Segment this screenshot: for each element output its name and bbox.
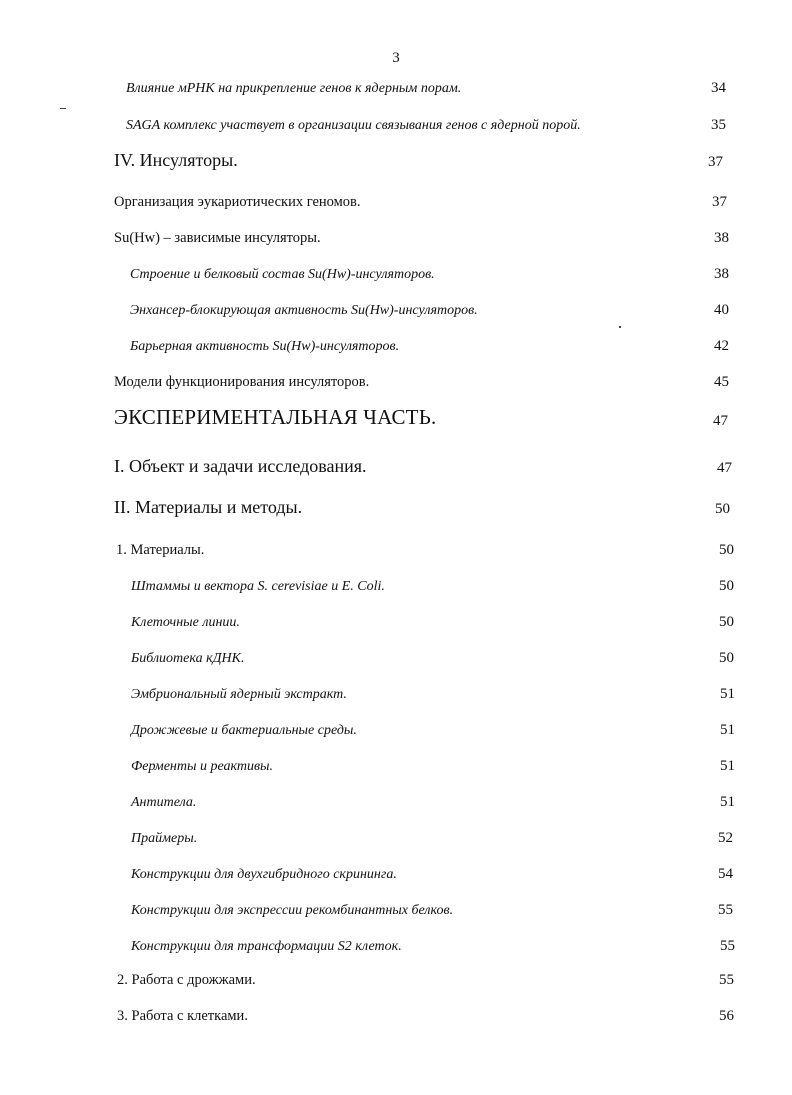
toc-entry-page: 52 <box>718 830 733 846</box>
toc-entry-title: 2. Работа с дрожжами. <box>117 972 256 988</box>
toc-entry-title: Модели функционирования инсуляторов. <box>114 374 370 390</box>
toc-entry-title: Энхансер-блокирующая активность Su(Hw)-инсуляторов. <box>130 303 478 318</box>
toc-entry-title: SAGA комплекс участвует в организации связывания генов с ядерной порой. <box>126 118 581 133</box>
toc-entry-title: Дрожжевые и бактериальные среды. <box>131 723 357 738</box>
toc-entry-title: Строение и белковый состав Su(Hw)-инсуляторов. <box>130 267 435 282</box>
toc-entry-title: Барьерная активность Su(Hw)-инсуляторов. <box>130 339 400 354</box>
toc-entry <box>0 1004 792 1028</box>
page-number: 3 <box>392 50 400 66</box>
toc-entry-page: 51 <box>720 794 735 810</box>
toc-entry <box>0 226 792 250</box>
toc-entry <box>0 190 792 214</box>
toc-entry <box>0 298 792 322</box>
toc-entry-page: 50 <box>719 542 734 558</box>
toc-entry-title: Антитела. <box>131 795 197 810</box>
toc-entry-title: Su(Hw) – зависимые инсуляторы. <box>114 230 321 246</box>
toc-entry-title: Влияние мРНК на прикрепление генов к ядерным порам. <box>126 81 462 96</box>
toc-entry <box>0 370 792 394</box>
toc-entry-page: 55 <box>719 972 734 988</box>
toc-entry <box>0 497 792 521</box>
toc-entry <box>0 646 792 670</box>
toc-entry-title: Библиотека кДНК. <box>131 651 245 666</box>
toc-entry-page: 42 <box>714 338 729 354</box>
toc-entry-page: 37 <box>708 154 723 170</box>
toc-entry-title: 1. Материалы. <box>116 542 205 558</box>
toc-entry-title: II. Материалы и методы. <box>114 497 303 517</box>
toc-entry-page: 50 <box>715 501 730 517</box>
scan-mark <box>60 108 66 109</box>
toc-entry-page: 50 <box>719 650 734 666</box>
toc-entry-page: 51 <box>720 722 735 738</box>
toc-entry <box>0 934 792 958</box>
toc-entry <box>0 574 792 598</box>
toc-entry-page: 51 <box>720 758 735 774</box>
toc-entry-title: Ферменты и реактивы. <box>131 759 274 774</box>
toc-entry-title: Клеточные линии. <box>131 615 240 630</box>
toc-entry-page: 50 <box>719 578 734 594</box>
toc-entry-page: 45 <box>714 374 729 390</box>
toc-entry-page: 55 <box>720 938 735 954</box>
toc-entry <box>0 862 792 886</box>
toc-entry <box>0 405 792 433</box>
scan-mark <box>619 326 621 328</box>
toc-entry-title: IV. Инсуляторы. <box>114 150 238 170</box>
toc-entry-page: 55 <box>718 902 733 918</box>
toc-entry-title: Организация эукариотических геномов. <box>114 194 361 210</box>
toc-entry-title: 3. Работа с клетками. <box>117 1008 248 1024</box>
toc-entry-title: Конструкции для экспрессии рекомбинантных белков. <box>131 903 454 918</box>
toc-entry-title: Праймеры. <box>131 831 198 846</box>
toc-entry-page: 35 <box>711 117 726 133</box>
toc-entry <box>0 113 792 137</box>
toc-entry <box>0 334 792 358</box>
toc-entry-title: ЭКСПЕРИМЕНТАЛЬНАЯ ЧАСТЬ. <box>114 405 437 429</box>
toc-entry-page: 47 <box>713 413 728 429</box>
toc-entry-title: Штаммы и вектора S. cerevisiae и E. Coli. <box>131 579 385 594</box>
toc-entry-page: 51 <box>720 686 735 702</box>
toc-entry <box>0 76 792 100</box>
toc-entry <box>0 610 792 634</box>
toc-entry-title: Конструкции для двухгибридного скрининга. <box>131 867 397 882</box>
toc-entry <box>0 968 792 992</box>
toc-entry <box>0 826 792 850</box>
toc-entry-page: 54 <box>718 866 733 882</box>
toc-entry-title: Эмбриональный ядерный экстракт. <box>131 687 347 702</box>
toc-entry <box>0 898 792 922</box>
toc-entry <box>0 754 792 778</box>
toc-entry <box>0 150 792 174</box>
toc-entry <box>0 790 792 814</box>
toc-entry <box>0 538 792 562</box>
toc-entry-page: 34 <box>711 80 726 96</box>
toc-entry-page: 56 <box>719 1008 734 1024</box>
toc-entry-page: 50 <box>719 614 734 630</box>
toc-entry-page: 40 <box>714 302 729 318</box>
toc-entry-page: 37 <box>712 194 727 210</box>
toc-entry-page: 38 <box>714 230 729 246</box>
toc-entry <box>0 682 792 706</box>
toc-entry-page: 38 <box>714 266 729 282</box>
toc-entry-title: Конструкции для трансформации S2 клеток. <box>131 939 402 954</box>
toc-entry-title: I. Объект и задачи исследования. <box>114 456 367 476</box>
toc-entry <box>0 456 792 480</box>
toc-entry <box>0 262 792 286</box>
toc-entry-page: 47 <box>717 460 732 476</box>
toc-entry <box>0 718 792 742</box>
